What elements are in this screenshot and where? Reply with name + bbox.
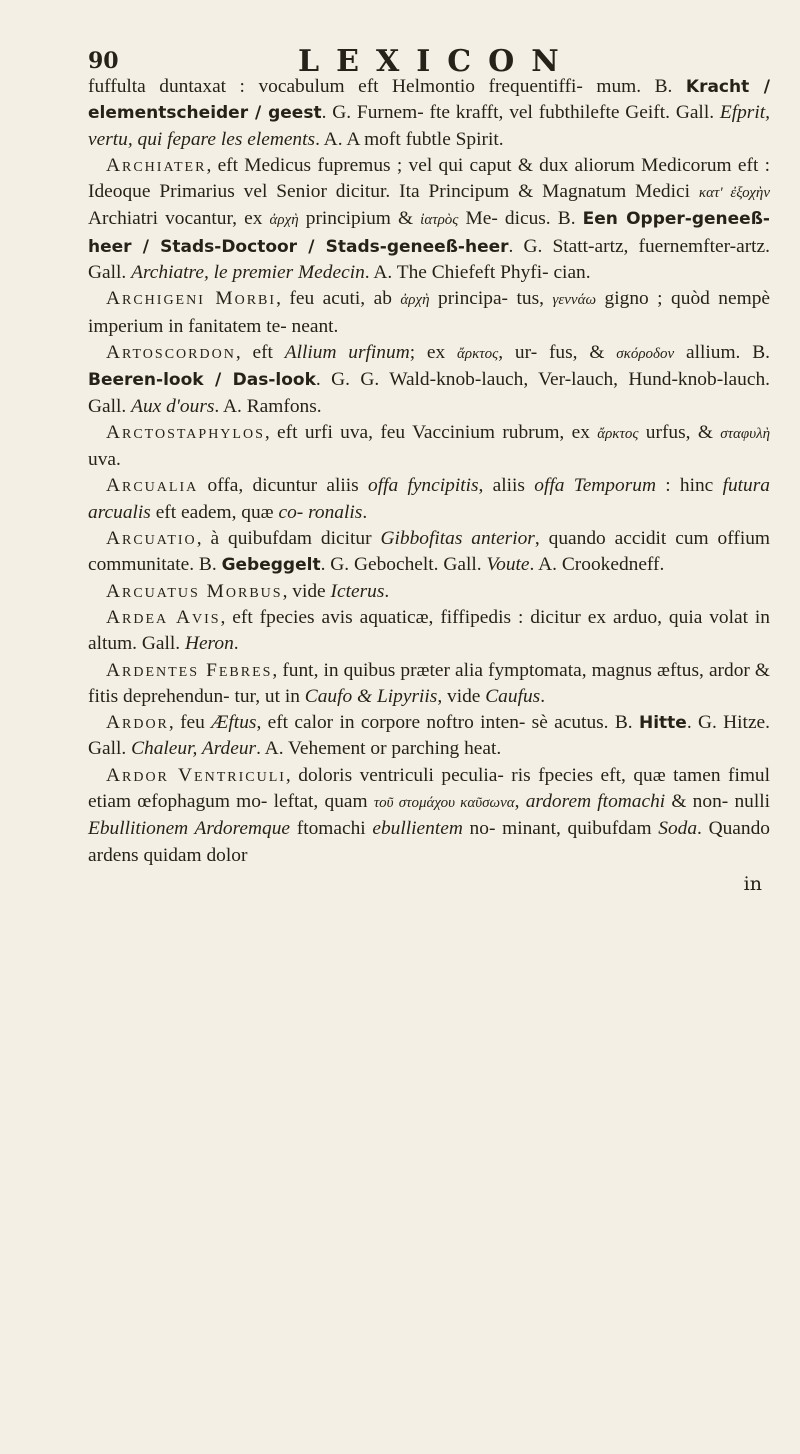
blackletter-text: Hitte [638, 713, 687, 734]
entry-text: , vide [437, 685, 486, 707]
dictionary-text [88, 74, 770, 869]
page-title: LEXICON [298, 44, 576, 79]
entry-text: ftomachi [290, 818, 373, 840]
headword: Ardor Ventriculi [106, 764, 286, 786]
entry-text: , feu acuti, ab [276, 288, 401, 310]
entry-text: : hinc [655, 475, 723, 497]
greek-text: γεννάω [552, 292, 597, 309]
entry-text: , eft urfi uva, feu Vaccinium rubrum, ex [264, 421, 598, 443]
entry-text: . G. Gebochelt. Gall. [320, 554, 487, 576]
italic-text: Efprit, vertu, qui fepare les elements [88, 102, 770, 150]
italic-text: Chaleur, Ardeur [131, 738, 257, 760]
headword: Arctostaphylos [106, 421, 265, 443]
italic-text: co- ronalis [278, 501, 363, 523]
headword: Ardor [106, 712, 169, 734]
italic-text: Voute [486, 554, 530, 576]
italic-text: Gibbofitas anterior [380, 528, 535, 550]
headword: Artoscordon [106, 341, 236, 363]
entry-text: eft eadem, quæ [150, 501, 279, 523]
headword: Arcuatio [106, 528, 197, 550]
entry-text: fuffulta duntaxat : vocabulum eft Helmontio frequentiffi- mum. B. [88, 76, 686, 97]
catchword: in [743, 872, 762, 895]
italic-text: offa fyncipitis [368, 475, 479, 497]
entry-text: . [384, 580, 390, 602]
entry-text: , ur- fus, & [498, 341, 617, 363]
greek-text: σκόροδον [616, 345, 675, 362]
entry-text: , eft Medicus fupremus ; vel qui caput & dux aliorum Medicorum eft : Ideoque Primarius vel Senior dicitur. Ita Principum & Magnatum Medici [88, 154, 770, 203]
dictionary-entry [88, 605, 770, 658]
entry-text: . G. G. Wald-knob-lauch, Ver-lauch, Hund-knob-lauch. Gall. [88, 369, 770, 417]
italic-text: Allium urfinum [284, 341, 410, 363]
greek-text: σταφυλὴ [720, 425, 771, 442]
dictionary-entry [88, 658, 770, 711]
entry-text: , [514, 791, 526, 813]
entry-text: uva. [88, 449, 121, 471]
italic-text: Aux d'ours [131, 395, 215, 417]
entry-text: . A. Ramfons. [214, 395, 322, 417]
blackletter-text: Beeren-look / Das-look [88, 370, 316, 391]
greek-text: κατ' ἐξοχὴν [698, 185, 770, 202]
dictionary-entry [88, 286, 770, 340]
greek-text: ἀρχὴ [400, 292, 430, 309]
greek-text: ἄρκτος [597, 425, 639, 442]
italic-text: futura arcualis [88, 475, 770, 523]
dictionary-entry [88, 340, 770, 420]
entry-text: , eft calor in corpore noftro inten- sè acutus. B. [256, 712, 639, 734]
entry-text: . G. Statt-artz, fuernemfter-artz. Gall. [88, 235, 771, 284]
page-number: 90 [88, 48, 119, 74]
entry-text: , vide [282, 580, 331, 602]
entry-text: , eft [235, 341, 285, 363]
italic-text: Ebullitionem Ardoremque [88, 818, 291, 840]
entry-text: no- minant, quibufdam [462, 818, 659, 840]
italic-text: Caufo & Lipyriis [304, 685, 438, 707]
entry-text: . A. The Chiefeft Phyfi- cian. [364, 262, 591, 284]
entry-text: . A. A moft fubtle Spirit. [315, 128, 504, 150]
entry-text: , à quibufdam dicitur [196, 528, 381, 550]
entry-text: . G. Furnem- fte krafft, vel fubthilefte Geift. Gall. [321, 102, 720, 124]
entry-continuation [88, 74, 770, 153]
entry-text: Archiatri vocantur, ex [88, 208, 270, 230]
entry-text: , doloris ventriculi peculia- ris fpecies eft, quæ tamen fimul etiam œfophagum mo- leftat, quam [88, 764, 770, 813]
italic-text: Heron [184, 633, 234, 655]
entry-text: principium & [298, 208, 421, 230]
headword: Arcualia [106, 475, 199, 497]
italic-text: Soda [658, 818, 698, 840]
headword: Archigeni Morbi [106, 288, 277, 310]
entry-text: . [233, 633, 239, 655]
blackletter-text: Kracht / elementscheider / geest [88, 77, 771, 124]
entry-text: , aliis [478, 475, 535, 497]
italic-text: Archiatre, le premier Medecin [131, 262, 365, 284]
entry-text: , funt, in quibus præter alia fymptomata, magnus æftus, ardor & fitis deprehendun- tur, ut in [88, 659, 770, 707]
entry-text: . A. Vehement or parching heat. [256, 738, 502, 760]
greek-text: ἰατρὸς [420, 212, 459, 229]
entry-text: . [540, 685, 546, 707]
entry-text: urfus, & [638, 421, 721, 443]
blackletter-text: Een Opper-geneeß-heer / Stads-Doctoor / Stads-geneeß-heer [88, 209, 770, 257]
entry-text: Me- dicus. B. [458, 208, 583, 230]
dictionary-entry [88, 710, 770, 763]
blackletter-text: Gebeggelt [221, 555, 321, 576]
dictionary-entry [88, 420, 770, 474]
italic-text: ardorem ftomachi [525, 791, 666, 813]
dictionary-entry [88, 473, 770, 526]
entry-text: gigno ; quòd nempè imperium in fanitatem te- neant. [88, 288, 770, 337]
entry-text: , eft fpecies avis aquaticæ, fiffipedis : dicitur ex arduo, quia volat in altum. Gall. [88, 606, 770, 655]
italic-text: offa Temporum [534, 475, 656, 497]
italic-text: ebullientem [372, 818, 463, 840]
italic-text: Icterus [330, 580, 385, 602]
italic-text: Caufus [485, 685, 541, 707]
entry-text: . G. Hitze. Gall. [88, 712, 770, 760]
dictionary-entry [88, 526, 770, 579]
entry-text: , quando accidit cum offium communitate. B. [88, 528, 770, 576]
entry-text: principa- tus, [429, 288, 553, 310]
headword: Ardea Avis [106, 606, 221, 628]
entry-text: offa, dicuntur aliis [198, 475, 368, 497]
greek-text: ἄρκτος [457, 345, 499, 362]
greek-text: ἀρχὴ [269, 212, 299, 229]
headword: Archiater [106, 154, 207, 176]
greek-text: τοῦ στομάχου καῦσωνα [373, 795, 515, 812]
entry-text: . [362, 501, 368, 523]
entry-text: ; ex [409, 341, 458, 363]
entry-text: & non- nulli [665, 791, 770, 813]
entry-text: . Quando ardens quidam dolor [88, 818, 770, 866]
dictionary-entry [88, 579, 770, 605]
entry-text: allium. B. [674, 341, 770, 363]
running-head [88, 30, 770, 79]
italic-text: Æftus [211, 712, 257, 734]
entry-text: . A. Crookedneff. [529, 554, 665, 576]
dictionary-entry [88, 153, 770, 286]
headword: Arcuatus Morbus [106, 580, 283, 602]
dictionary-entry [88, 763, 770, 869]
headword: Ardentes Febres [106, 659, 273, 681]
entry-text: , feu [168, 712, 212, 734]
